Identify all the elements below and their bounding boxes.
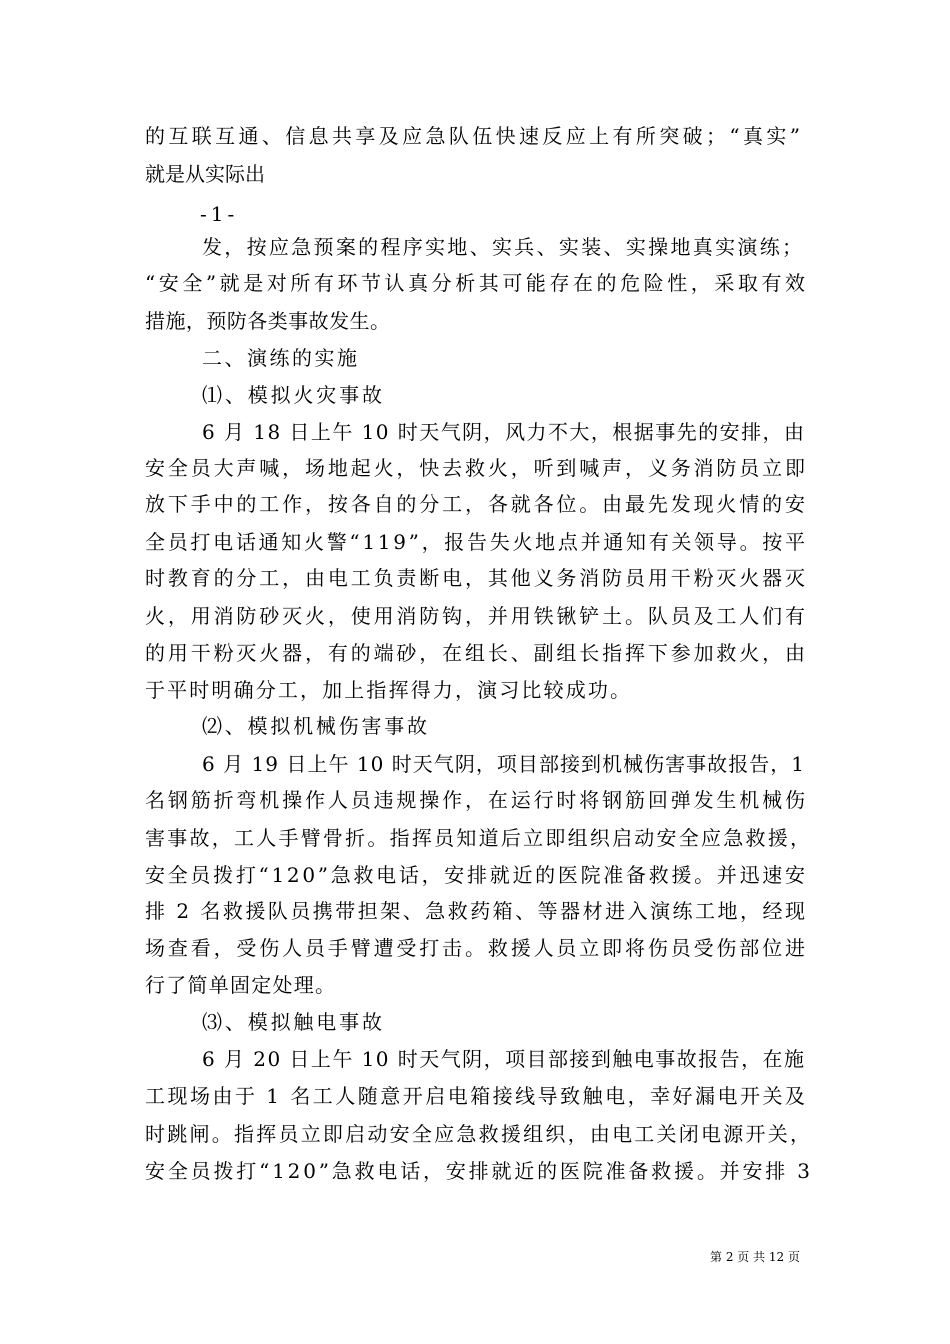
text-line: 全员打电话通知火警“119”，报告失火地点并通知有关领导。按平 <box>145 530 808 554</box>
text-line: 发，按应急预案的程序实地、实兵、实装、实操地真实演练； <box>202 235 805 259</box>
page-marker: -1- <box>200 202 239 226</box>
text-line: 工现场由于 1 名工人随意开启电箱接线导致触电，幸好漏电开关及 <box>145 1084 808 1108</box>
text-line: 6 月 20 日上午 10 时天气阴，项目部接到触电事故报告，在施 <box>202 1047 806 1071</box>
text-line: “安全”就是对所有环节认真分析其可能存在的危险性，采取有效 <box>145 271 809 295</box>
text-line: 安全员大声喊，场地起火，快去救火，听到喊声，义务消防员立即 <box>145 456 808 480</box>
text-line: 行了简单固定处理。 <box>145 973 337 997</box>
text-line: 火，用消防砂灭火，使用消防钩，并用铁锹铲土。队员及工人们有 <box>145 604 808 628</box>
text-line: 名钢筋折弯机操作人员违规操作，在运行时将钢筋回弹发生机械伤 <box>145 788 808 812</box>
text-line: 6 月 19 日上午 10 时天气阴，项目部接到机械伤害事故报告，1 <box>202 752 806 776</box>
text-line: 就是从实际出 <box>145 162 265 186</box>
text-line: 排 2 名救援队员携带担架、急救药箱、等器材进入演练工地，经现 <box>145 899 808 923</box>
subsection-heading: ⑴、模拟火灾事故 <box>202 383 385 407</box>
text-line: 的用干粉灭火器，有的端砂，在组长、副组长指挥下参加救火，由 <box>145 641 808 665</box>
text-line: 放下手中的工作，按各自的分工，各就各位。由最先发现火情的安 <box>145 492 808 516</box>
section-heading: 二、演练的实施 <box>202 346 360 370</box>
text-line: 害事故，工人手臂骨折。指挥员知道后立即组织启动安全应急救援， <box>145 826 813 850</box>
text-line: 安全员拨打“120”急救电话，安排就近的医院准备救援。并迅速安 <box>145 863 808 887</box>
subsection-heading: ⑶、模拟触电事故 <box>202 1010 385 1034</box>
text-line: 的互联互通、信息共享及应急队伍快速反应上有所突破；“真实” <box>145 124 804 148</box>
text-line: 措施，预防各类事故发生。 <box>145 309 391 333</box>
page-footer: 第 2 页 共 12 页 <box>710 1250 800 1264</box>
text-line: 时教育的分工，由电工负责断电，其他义务消防员用干粉灭火器灭 <box>145 566 808 590</box>
text-line: 场查看，受伤人员手臂遭受打击。救援人员立即将伤员受伤部位进 <box>145 936 808 960</box>
text-line: 安全员拨打“120”急救电话，安排就近的医院准备救援。并安排 3 <box>145 1159 813 1183</box>
subsection-heading: ⑵、模拟机械伤害事故 <box>202 714 430 738</box>
text-line: 于平时明确分工，加上指挥得力，演习比较成功。 <box>145 678 633 702</box>
text-line: 时跳闸。指挥员立即启动安全应急救援组织，由电工关闭电源开关， <box>145 1122 813 1146</box>
text-line: 6 月 18 日上午 10 时天气阴，风力不大，根据事先的安排，由 <box>202 420 806 444</box>
